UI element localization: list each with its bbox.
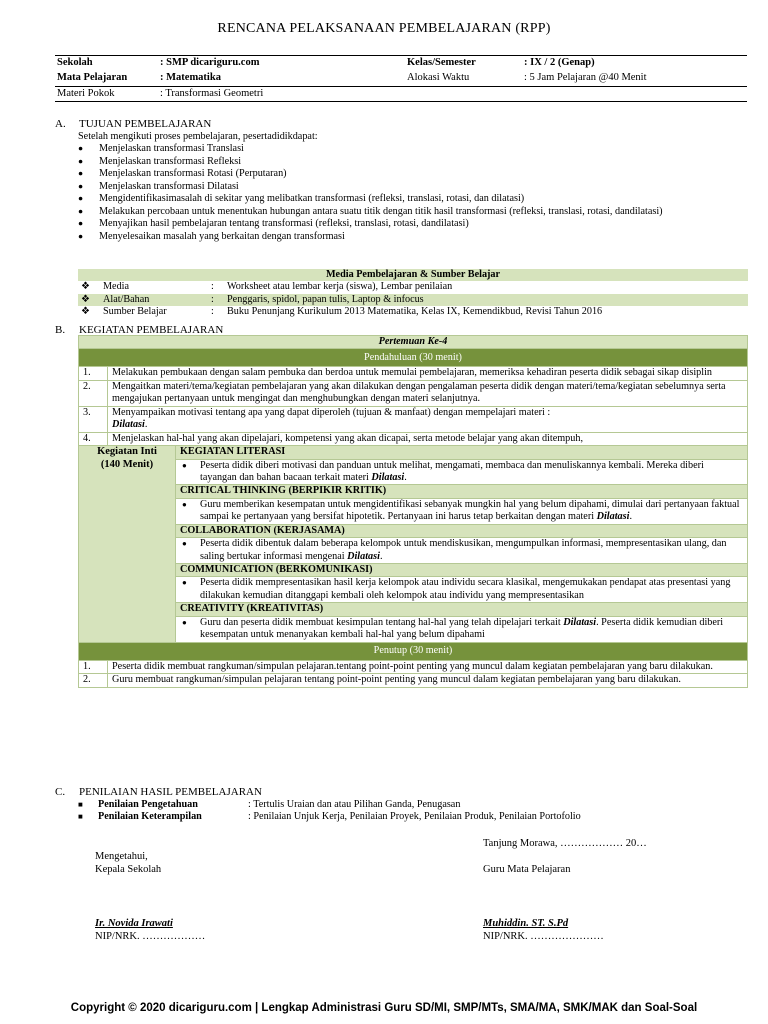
kelas-label: Kelas/Semester: [405, 56, 522, 71]
list-item: ● Menyajikan hasil pembelajaran tentang transformasi (refleksi, translasi, rotasi, dandilatasi): [78, 218, 748, 230]
diamond-bullet-icon: ❖: [81, 306, 91, 318]
section-b-heading: B. KEGIATAN PEMBELAJARAN: [55, 324, 224, 336]
media-row-label: Alat/Bahan: [103, 293, 150, 305]
alokasi-value: : 5 Jam Pelajaran @40 Menit: [524, 71, 647, 83]
table-row: 2. Mengaitkan materi/tema/kegiatan pembelajaran yang akan dilakukan dengan pengalaman peserta didik dengan materi/tema/kegiatan sebelumnya serta mengajukan pertanyaan untuk mengingat dan menghubungkan dengan materi selanjutnya.: [79, 380, 748, 406]
tujuan-block: [78, 131, 748, 243]
mengetahui-label: Mengetahui,: [95, 851, 148, 862]
materi-value: : Transformasi Geometri: [158, 86, 747, 102]
pertemuan-heading: Pertemuan Ke-4: [79, 336, 748, 349]
list-item: ● Menjelaskan transformasi Translasi: [78, 143, 748, 155]
document-title: RENCANA PELAKSANAAN PEMBELAJARAN (RPP): [217, 21, 551, 36]
kegiatan-table: [78, 335, 748, 688]
table-row: 1. Melakukan pembukaan dengan salam pembuka dan berdoa untuk memulai pembelajaran, memeriksa kehadiran peserta didik sebagai sikap disiplin: [79, 367, 748, 380]
sekolah-value: : SMP dicariguru.com: [158, 56, 405, 71]
list-item: ● Menjelaskan transformasi Dilatasi: [78, 181, 748, 193]
kepala-sekolah-nip: NIP/NRK. ………………: [95, 931, 206, 942]
media-row-value: Buku Penunjang Kurikulum 2013 Matematika, Kelas IX, Kemendikbud, Revisi Tahun 2016: [227, 306, 603, 318]
alokasi-label: Alokasi Waktu: [407, 71, 470, 83]
list-item: ● Menjelaskan transformasi Refleksi: [78, 156, 748, 168]
penilaian-block: [78, 799, 748, 824]
place-date: Tanjung Morawa, ……………… 20…: [483, 838, 647, 849]
diamond-bullet-icon: ❖: [81, 281, 91, 293]
tujuan-intro: Setelah mengikuti proses pembelajaran, pesertadidikdapat:: [78, 131, 318, 142]
tujuan-list: [78, 143, 748, 243]
inti-item: ● Peserta didik dibentuk dalam beberapa kelompok untuk mendiskusikan, mengumpulkan informasi, mempresentasikan ulang, dan saling bertukar informasi mengenai Dilatasi.: [176, 538, 748, 564]
square-bullet-icon: ■: [78, 800, 83, 809]
media-row-label: Media: [103, 281, 130, 293]
materi-label: Materi Pokok: [55, 86, 158, 102]
media-row-value: Worksheet atau lembar kerja (siswa), Lembar penilaian: [227, 281, 453, 293]
media-table: [78, 269, 748, 319]
media-row-value: Penggaris, spidol, papan tulis, Laptop & infocus: [227, 293, 424, 305]
media-row-label: Sumber Belajar: [103, 306, 167, 318]
mapel-label: Mata Pelajaran: [57, 71, 128, 83]
kepala-sekolah-label: Kepala Sekolah: [95, 864, 162, 875]
inti-subheading: CREATIVITY (KREATIVITAS): [176, 603, 748, 616]
section-a-heading: A. TUJUAN PEMBELAJARAN: [55, 118, 212, 130]
penilaian-row: ■ Penilaian Keterampilan : Penilaian Unjuk Kerja, Penilaian Proyek, Penilaian Produk, Penilaian Portofolio: [78, 811, 581, 823]
mapel-value: : Matematika: [160, 71, 221, 83]
pendahuluan-item: Melakukan pembukaan dengan salam pembuka dan berdoa untuk memulai pembelajaran, memeriksa kehadiran peserta didik sebagai sikap disiplin: [108, 367, 748, 380]
pendahuluan-item: Menyampaikan motivasi tentang apa yang dapat diperoleh (tujuan & manfaat) dengan mempelajari materi : Dilatasi.: [108, 406, 748, 432]
inti-subheading: COMMUNICATION (BERKOMUNIKASI): [176, 564, 748, 577]
guru-label: Guru Mata Pelajaran: [483, 864, 571, 875]
inti-subheading: COLLABORATION (KERJASAMA): [176, 524, 748, 537]
inti-item: ● Peserta didik mempresentasikan hasil kerja kelompok atau individu secara klasikal, mengemukakan pendapat atas presentasi yang dilakukan kemudian ditanggapi kembali oleh kelompok atau individu yang mempresentasikan: [176, 577, 748, 603]
inti-subheading: CRITICAL THINKING (BERPIKIR KRITIK): [176, 485, 748, 498]
inti-subheading: KEGIATAN LITERASI: [176, 446, 748, 459]
list-item: ● Melakukan percobaan untuk menentukan hubungan antara suatu titik dengan titik hasil transformasi (refleksi, translasi, rotasi, dandilatasi): [78, 206, 748, 218]
section-c-heading: C. PENILAIAN HASIL PEMBELAJARAN: [55, 786, 262, 798]
materi-emphasis: Dilatasi: [112, 419, 145, 431]
table-row: 3. Menyampaikan motivasi tentang apa yang dapat diperoleh (tujuan & manfaat) dengan mempelajari materi : Dilatasi.: [79, 406, 748, 432]
list-item: ● Menyelesaikan masalah yang berkaitan dengan transformasi: [78, 231, 748, 243]
sekolah-label: Sekolah: [55, 56, 158, 71]
inti-item: ● Guru dan peserta didik membuat kesimpulan tentang hal-hal yang telah dipelajari terkait Dilatasi. Peserta didik kemudian diberi kesempatan untuk menanyakan kembali hal-hal yang belum dipahami: [176, 616, 748, 642]
inti-label: Kegiatan Inti: [97, 446, 157, 458]
inti-duration: (140 Menit): [100, 458, 154, 470]
inti-item: ● Peserta didik diberi motivasi dan panduan untuk melihat, mengamati, membaca dan menuliskannya kembali. Mereka diberi tayangan dan bahan bacaan terkait materi Dilatasi.: [176, 459, 748, 485]
table-row: 1. Peserta didik membuat rangkuman/simpulan pelajaran.tentang point-point penting yang muncul dalam kegiatan pembelajaran yang baru dilakukan.: [79, 660, 748, 673]
media-heading: Media Pembelajaran & Sumber Belajar: [325, 269, 501, 280]
pendahuluan-item: Mengaitkan materi/tema/kegiatan pembelajaran yang akan dilakukan dengan pengalaman peserta didik dengan materi/tema/kegiatan sebelumnya serta mengajukan pertanyaan untuk mengingat dan menghubungkan dengan materi selanjutnya.: [108, 380, 748, 406]
kepala-sekolah-name: Ir. Novida Irawati: [95, 918, 173, 929]
penutup-item: Peserta didik membuat rangkuman/simpulan pelajaran.tentang point-point penting yang muncul dalam kegiatan pembelajaran yang baru dilakukan.: [108, 660, 748, 673]
penilaian-row: ■ Penilaian Pengetahuan : Tertulis Uraian dan atau Pilihan Ganda, Penugasan: [78, 799, 461, 810]
table-row: ❖ Media : Worksheet atau lembar kerja (siswa), Lembar penilaian: [78, 281, 748, 293]
info-table: [55, 55, 747, 102]
table-row: 2. Guru membuat rangkuman/simpulan pelajaran tentang point-point penting yang muncul dalam kegiatan pembelajaran yang baru dilakukan.: [79, 674, 748, 687]
kelas-value: : IX / 2 (Genap): [522, 56, 747, 71]
guru-nip: NIP/NRK. …………………: [483, 931, 604, 942]
diamond-bullet-icon: ❖: [81, 293, 91, 305]
guru-name: Muhiddin. ST. S.Pd: [483, 918, 569, 929]
pendahuluan-item: Menjelaskan hal-hal yang akan dipelajari, kompetensi yang akan dicapai, serta metode belajar yang akan ditempuh,: [108, 432, 748, 445]
list-item: ● Mengidentifikasimasalah di sekitar yang melibatkan transformasi (refleksi, translasi, rotasi, dan dilatasi): [78, 193, 748, 205]
penutup-item: Guru membuat rangkuman/simpulan pelajaran tentang point-point penting yang muncul dalam kegiatan pembelajaran yang baru dilakukan.: [108, 674, 748, 687]
copyright-footer: Copyright © 2020 dicariguru.com | Lengkap Administrasi Guru SD/MI, SMP/MTs, SMA/MA, SMK/MAK dan Soal-Soal: [70, 1002, 698, 1014]
square-bullet-icon: ■: [78, 812, 83, 822]
pendahuluan-heading: Pendahuluan (30 menit): [79, 349, 748, 367]
table-row: ❖ Sumber Belajar : Buku Penunjang Kurikulum 2013 Matematika, Kelas IX, Kemendikbud, Revisi Tahun 2016: [78, 306, 748, 318]
inti-label-cell: [79, 446, 176, 643]
table-row: ❖ Alat/Bahan : Penggaris, spidol, papan tulis, Laptop & infocus: [78, 294, 748, 306]
penutup-heading: Penutup (30 menit): [79, 642, 748, 660]
list-item: ● Menjelaskan transformasi Rotasi (Perputaran): [78, 168, 748, 180]
table-row: 4. Menjelaskan hal-hal yang akan dipelajari, kompetensi yang akan dicapai, serta metode belajar yang akan ditempuh,: [79, 432, 748, 445]
inti-item: ● Guru memberikan kesempatan untuk mengidentifikasi sebanyak mungkin hal yang belum dipahami, dimulai dari pertanyaan faktual sampai ke pertanyaan yang bersifat hipotetik. Pertanyaan ini harus tetap berkaitan dengan materi Dilatasi.: [176, 498, 748, 524]
